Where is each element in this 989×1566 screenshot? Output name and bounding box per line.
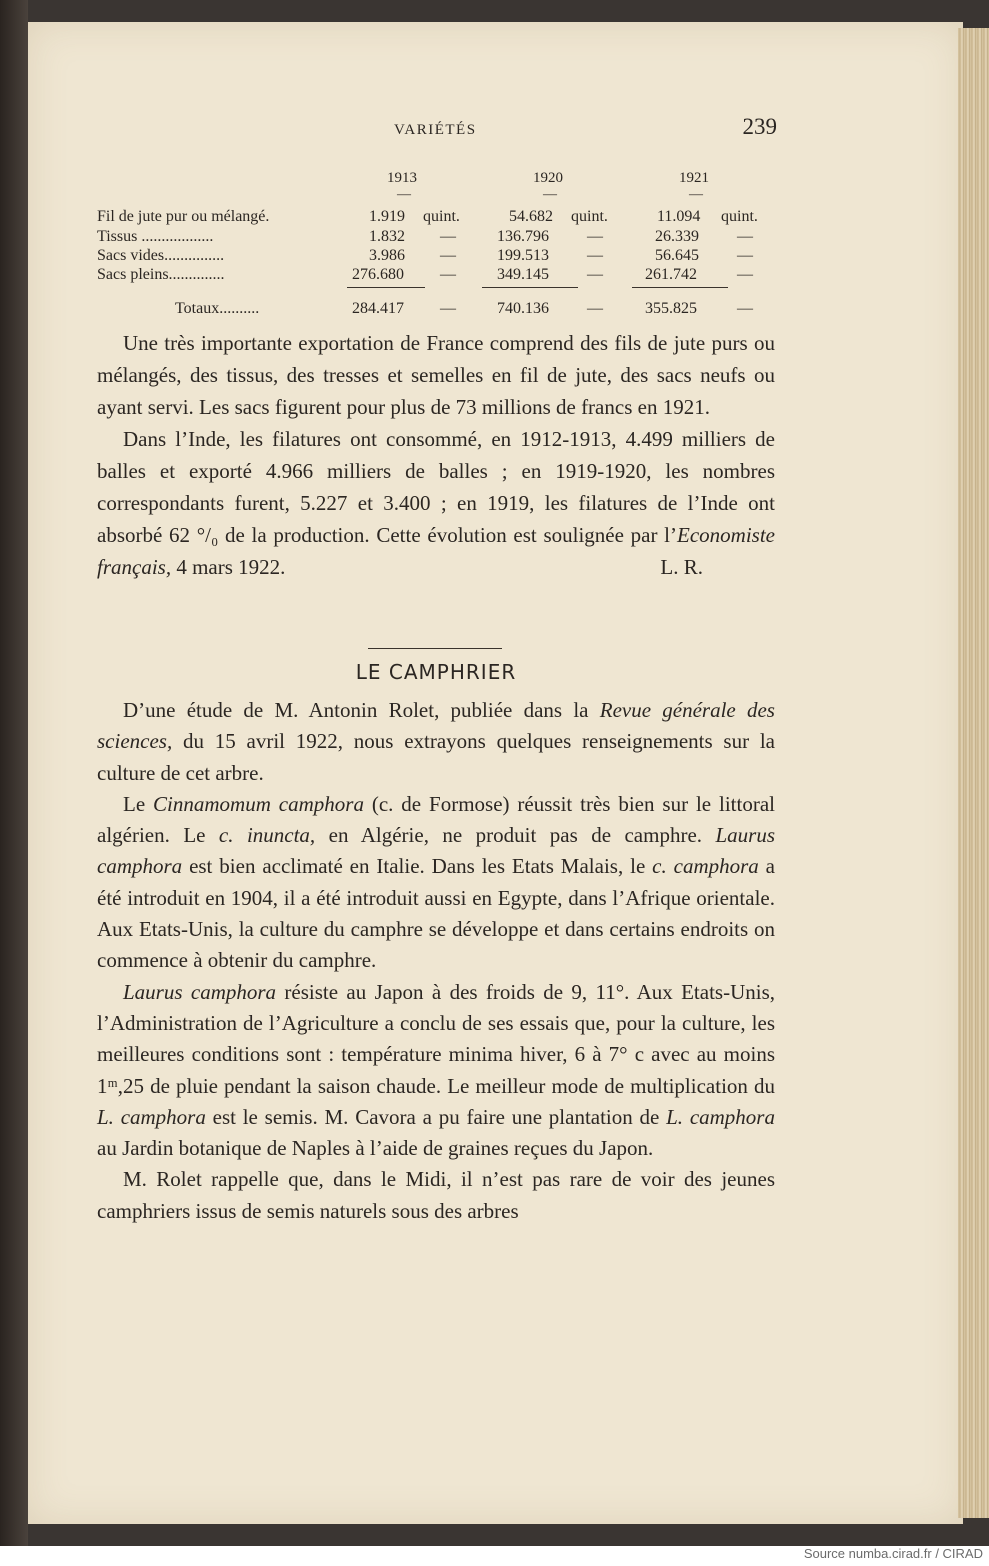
total-1913: 284.417 — [352, 300, 404, 317]
year-header-1913: 1913 — [387, 170, 417, 186]
ditto-mark: — — [737, 300, 753, 317]
value-1920: 199.513 — [497, 247, 549, 264]
value-1920: 349.145 — [497, 266, 549, 283]
ditto-mark: — — [587, 266, 603, 283]
species-name: c. inuncta, — [218, 823, 316, 848]
species-name: L. camphora — [666, 1104, 775, 1129]
paragraph-text: en Algérie, ne produit pas de camphre. — [315, 823, 716, 848]
page-number: 239 — [742, 114, 777, 139]
page-header — [97, 112, 777, 148]
row-label: Sacs vides............... — [97, 247, 225, 264]
totals-row — [97, 300, 787, 320]
paragraph — [97, 789, 775, 977]
paragraph-text: est le semis. M. Cavora a pu faire une plantation de — [205, 1104, 667, 1129]
section-divider — [368, 648, 502, 649]
row-label: Fil de jute pur ou mélangé. — [97, 208, 270, 225]
author-signature: L. R. — [660, 555, 703, 579]
page-edges — [958, 28, 989, 1518]
year-dash: — — [543, 187, 557, 202]
paragraph: Une très importante exportation de France comprend des fils de jute purs ou mélangés, des tissus, des tresses et semelles en fil de jute, des sacs neufs ou ayant servi. Les sacs figurent pour plus de 73 millions de francs en 1921. — [97, 331, 775, 419]
ditto-mark: — — [440, 247, 456, 264]
year-dash: — — [397, 187, 411, 202]
species-name: Cinnamomum camphora — [153, 791, 364, 816]
table-row — [97, 228, 787, 248]
unit: quint. — [721, 208, 758, 225]
totals-label: Totaux.......... — [175, 300, 260, 317]
value-1921: 261.742 — [645, 266, 697, 283]
ditto-mark: — — [587, 228, 603, 245]
value-1913: 1.919 — [369, 208, 405, 225]
jute-export-table — [97, 170, 787, 330]
total-1921: 355.825 — [645, 300, 697, 317]
species-name: Laurus camphora — [97, 823, 776, 879]
ditto-mark: — — [737, 228, 753, 245]
year-dash: — — [689, 187, 703, 202]
species-name: L. camphora — [97, 1104, 206, 1129]
value-1913: 1.832 — [369, 228, 405, 245]
ditto-mark: — — [587, 300, 603, 317]
row-label: Tissus .................. — [97, 228, 214, 245]
unit: quint. — [423, 208, 460, 225]
paragraph-text: Le — [123, 791, 154, 816]
ditto-mark: — — [440, 228, 456, 245]
value-1913: 276.680 — [352, 266, 404, 283]
species-name: Laurus camphora — [123, 979, 277, 1004]
paragraph-text: 4 mars 1922. — [171, 555, 286, 579]
paragraph-text: du 15 avril 1922, nous extrayons quelques renseignements sur la culture de cet arbre. — [97, 729, 775, 785]
total-rule — [482, 287, 578, 288]
value-1913: 3.986 — [369, 247, 405, 264]
paragraph-text: Dans l’Inde, les filatures ont consommé, en 1912-1913, 4.499 milliers de balles et exporté 4.966 milliers de balles ; en 1919-1920, les nombres correspondants furent, 5.227 et 3.400 ; en 1919, les filatures de l’Inde ont absorbé 62 °/₀ de la production. Cette évolution est soulignée par l’ — [97, 427, 775, 547]
value-1921: 56.645 — [655, 247, 699, 264]
paragraph-text: D’une étude de M. Antonin Rolet, publiée dans la — [123, 698, 600, 722]
year-header-1921: 1921 — [679, 170, 709, 186]
ditto-mark: — — [737, 247, 753, 264]
value-1921: 11.094 — [657, 208, 701, 225]
value-1921: 26.339 — [655, 228, 699, 245]
paragraph-text: résiste au Japon à des froids de 9, 11°. Aux Etats-Unis, l’Administration de l’Agriculture a conclu de ses essais que, pour la culture, les meilleures conditions sont : température minima hiver, 6 à 7° c avec au moins 1ᵐ,25 de pluie pendant la saison chaude. Le meilleur mode de multiplication du — [97, 979, 776, 1098]
table-row — [97, 266, 787, 286]
ditto-mark: — — [587, 247, 603, 264]
paragraph-text: est bien acclimaté en Italie. Dans les Etats Malais, le — [182, 854, 653, 879]
journal-title: Economiste français, — [97, 523, 775, 579]
total-rule — [347, 287, 425, 288]
source-credit: Source numba.cirad.fr / CIRAD — [803, 1546, 983, 1561]
paragraph-text: au Jardin botanique de Naples à l’aide de graines reçues du Japon. — [97, 1136, 654, 1161]
paragraph — [97, 695, 775, 789]
paragraph — [97, 423, 775, 583]
paragraph-text: a été introduit en 1904, il a été introduit aussi en Egypte, dans l’Afrique orientale. Aux Etats-Unis, la culture du camphre se développe et dans certains endroits on commence à obtenir du camphre. — [97, 854, 775, 973]
section-title: LE CAMPHRIER — [355, 660, 517, 684]
ditto-mark: — — [440, 300, 456, 317]
paragraph: M. Rolet rappelle que, dans le Midi, il n’est pas rare de voir des jeunes camphriers issus de semis naturels sous des arbres — [97, 1167, 775, 1223]
unit: quint. — [571, 208, 608, 225]
total-rule — [632, 287, 728, 288]
year-header-1920: 1920 — [533, 170, 563, 186]
species-name: c. camphora — [652, 854, 759, 879]
jute-commentary — [97, 327, 775, 583]
total-1920: 740.136 — [497, 300, 549, 317]
table-row — [97, 208, 787, 228]
value-1920: 136.796 — [497, 228, 549, 245]
book-spine — [0, 0, 28, 1546]
row-label: Sacs pleins.............. — [97, 266, 225, 283]
paragraph-text: (c. de Formose) réussit très bien sur le littoral algérien. Le — [97, 791, 775, 848]
running-head: VARIÉTÉS — [394, 122, 477, 138]
paragraph — [97, 977, 775, 1165]
journal-title: Revue générale des sciences, — [97, 698, 775, 754]
camphrier-article — [97, 695, 775, 1227]
value-1920: 54.682 — [509, 208, 553, 225]
ditto-mark: — — [737, 266, 753, 283]
ditto-mark: — — [440, 266, 456, 283]
table-row — [97, 247, 787, 267]
